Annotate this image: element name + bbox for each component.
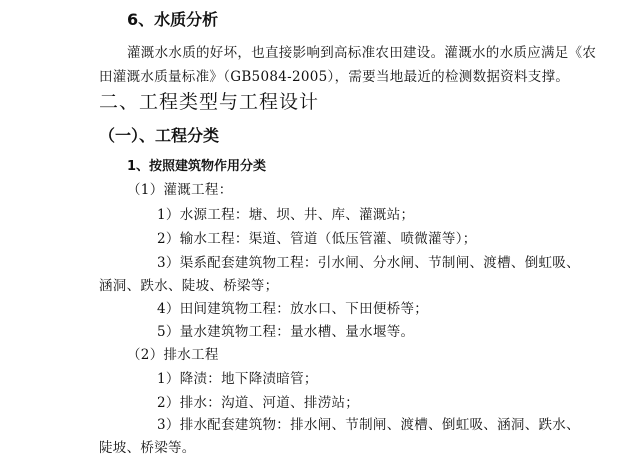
irrigation-item: 4）田间建筑物工程：放水口、下田便桥等；	[157, 301, 429, 317]
irrigation-item: 涵洞、跌水、陡坡、桥梁等；	[99, 278, 279, 294]
water-quality-paragraph-line-2: 田灌溉水质量标准》（GB5084-2005），需要当地最近的检测数据资料支撑。	[99, 69, 570, 85]
water-quality-paragraph-line-1: 灌溉水水质的好坏，也直接影响到高标准农田建设。灌溉水的水质应满足《农	[127, 45, 597, 61]
irrigation-item: 1）水源工程：塘、坝、井、库、灌溉站；	[157, 207, 415, 223]
section-2-heading: 二、工程类型与工程设计	[99, 91, 320, 113]
drainage-item: 3）排水配套建筑物：排水闸、节制闸、渡槽、倒虹吸、涵洞、跌水、	[157, 417, 580, 433]
drainage-item: 1）降渍：地下降渍暗管；	[157, 371, 318, 387]
irrigation-item: 5）量水建筑物工程：量水槽、量水堰等。	[157, 324, 415, 340]
irrigation-title: （1）灌溉工程：	[127, 182, 233, 198]
classification-item-1: 1、按照建筑物作用分类	[127, 159, 267, 174]
drainage-item: 2）排水：沟道、河道、排涝站；	[157, 395, 360, 411]
irrigation-item: 2）输水工程：渠道、管道（低压管灌、喷微灌等）；	[157, 231, 477, 247]
drainage-title: （2）排水工程	[127, 347, 219, 363]
subsection-1-heading: （一）、工程分类	[99, 126, 220, 145]
irrigation-item: 3）渠系配套建筑物工程：引水闸、分水闸、节制闸、渡槽、倒虹吸、	[157, 255, 580, 271]
section-6-heading: 6、水质分析	[127, 10, 219, 29]
drainage-item: 陡坡、桥梁等。	[99, 440, 196, 456]
